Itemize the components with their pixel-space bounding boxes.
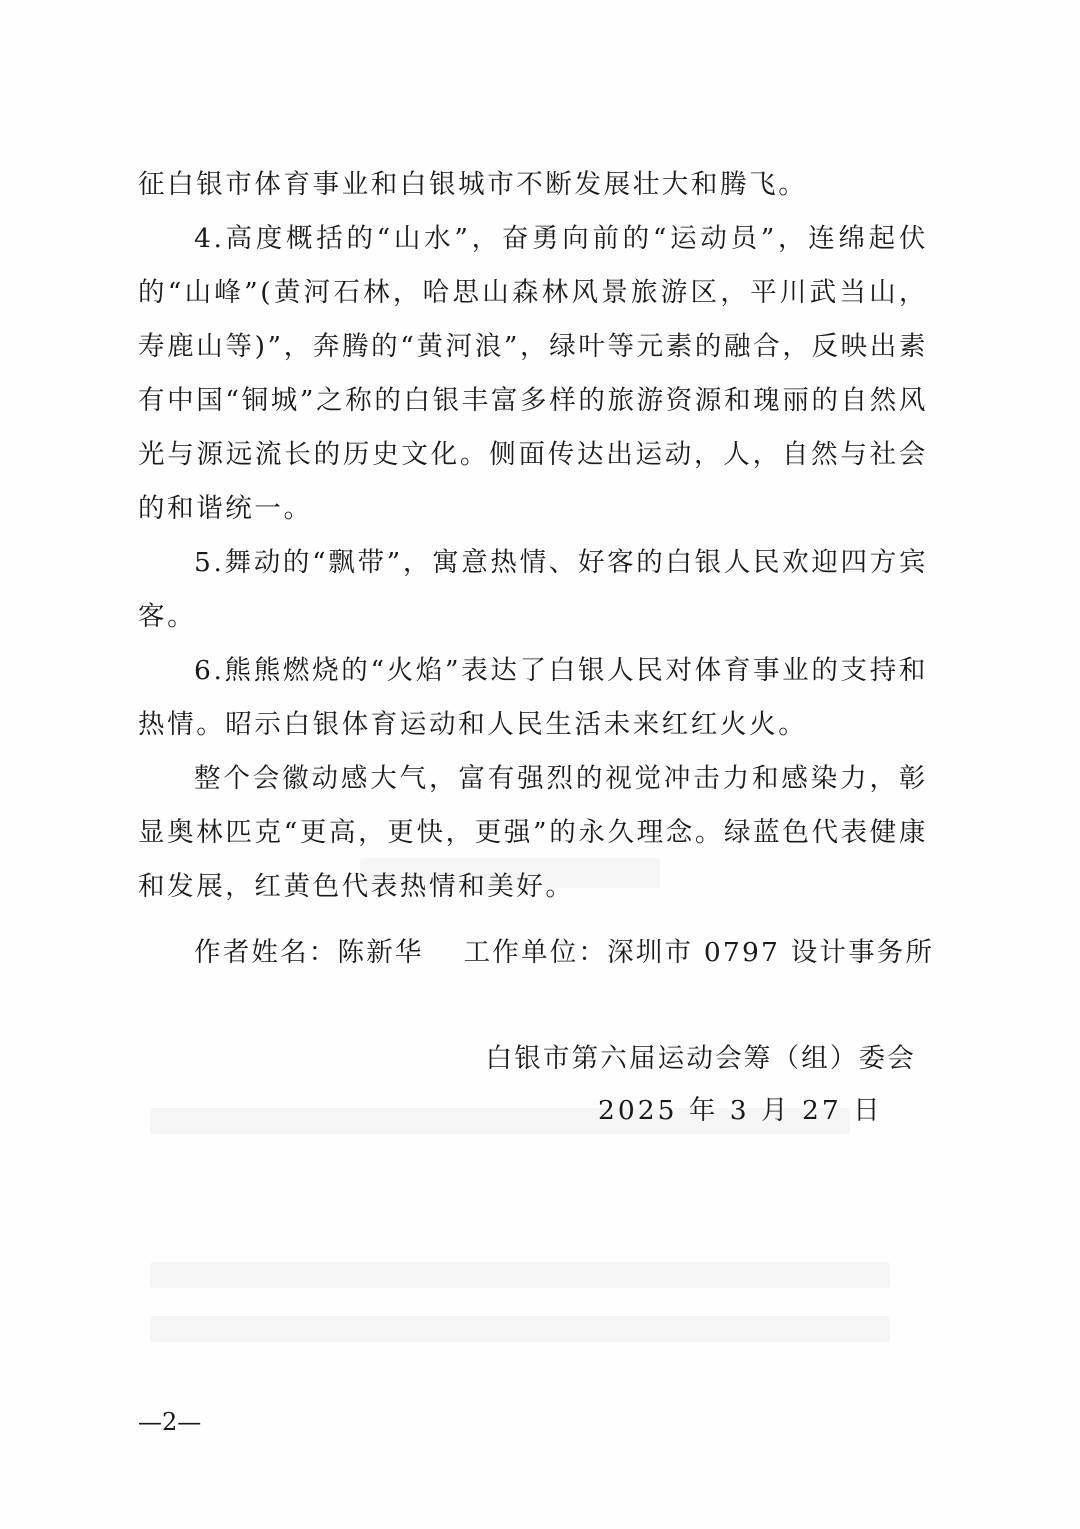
body-text bbox=[138, 158, 928, 914]
issue-date: 2025 年 3 月 27 日 bbox=[598, 1095, 883, 1126]
page-number: —2— bbox=[138, 1408, 202, 1436]
author-name-label: 作者姓名： bbox=[194, 937, 338, 968]
author-line bbox=[194, 926, 954, 980]
paragraph-summary: 整个会徽动感大气，富有强烈的视觉冲击力和感染力，彰显奥林匹克“更高，更快，更强”的永久理念。绿蓝色代表健康和发展，红黄色代表热情和美好。 bbox=[138, 763, 928, 902]
author-name: 陈新华 bbox=[337, 937, 424, 968]
paragraph-item-4: 4.高度概括的“山水”，奋勇向前的“运动员”，连绵起伏的“山峰”(黄河石林，哈思山森林风景旅游区，平川武当山，寿鹿山等)”，奔腾的“黄河浪”，绿叶等元素的融合，反映出素有中国“铜城”之称的白银丰富多样的旅游资源和瑰丽的自然风光与源远流长的历史文化。侧面传达出运动，人，自然与社会的和谐统一。 bbox=[138, 223, 928, 524]
bleed-through-mark bbox=[150, 1316, 890, 1342]
work-unit: 深圳市 0797 设计事务所 bbox=[607, 937, 935, 968]
issuer-signature: 白银市第六届运动会筹（组）委会 bbox=[485, 1043, 916, 1074]
bleed-through-mark bbox=[150, 1262, 890, 1288]
paragraph-continuation: 征白银市体育事业和白银城市不断发展壮大和腾飞。 bbox=[138, 169, 808, 200]
paragraph-item-6: 6.熊熊燃烧的“火焰”表达了白银人民对体育事业的支持和热情。昭示白银体育运动和人民生活未来红红火火。 bbox=[138, 655, 928, 740]
paragraph-item-5: 5.舞动的“飘带”，寓意热情、好客的白银人民欢迎四方宾客。 bbox=[138, 547, 928, 632]
work-unit-label: 工作单位： bbox=[463, 937, 608, 968]
